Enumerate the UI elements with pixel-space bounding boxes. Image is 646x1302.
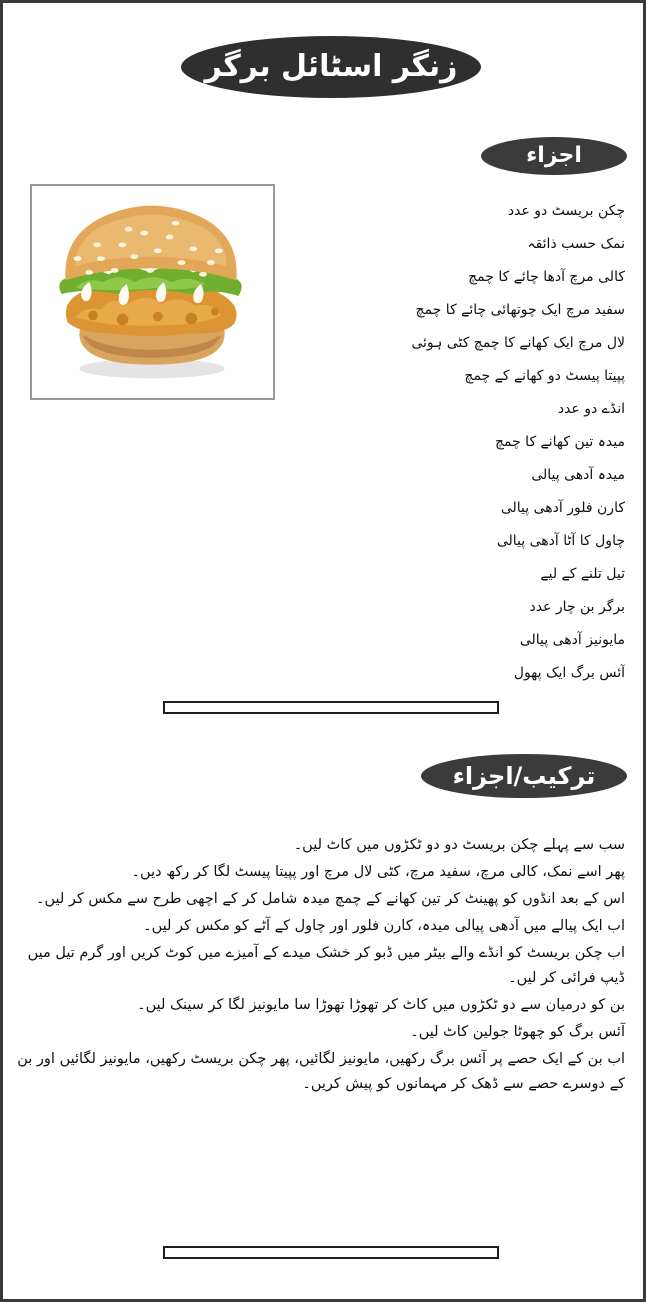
list-item: اب ایک پیالے میں آدھی پیالی میدہ، کارن فلور اور چاول کے آٹے کو مکس کر لیں۔ <box>143 918 625 934</box>
divider-bar <box>163 701 499 714</box>
list-item: پپیتا پیسٹ دو کھانے کے چمچ <box>464 368 625 384</box>
divider-bar <box>163 1246 499 1259</box>
method-heading: ترکیب/اجزاء <box>421 754 627 798</box>
list-item: نمک حسب ذائقہ <box>527 236 625 252</box>
page-title: زنگر اسٹائل برگر <box>181 36 481 98</box>
list-item: برگر بن چار عدد <box>529 599 625 615</box>
list-item: میدہ تین کھانے کا چمچ <box>494 434 625 450</box>
list-item: اب بن کے ایک حصے پر آئس برگ رکھیں، مایونیز لگائیں، پھر چکن بریسٹ رکھیں، مایونیز لگائیں اور بن کے دوسرے حصے سے ڈھک کر مہمانوں کو پیش کریں۔ <box>17 1051 625 1092</box>
list-item: چاول کا آٹا آدھی پیالی <box>496 533 625 549</box>
list-item: انڈے دو عدد <box>557 401 625 417</box>
list-item: چکن بریسٹ دو عدد <box>507 203 625 219</box>
list-item: سفید مرچ ایک چوتھائی چائے کا چمچ <box>415 302 625 318</box>
list-item: کالی مرچ آدھا چائے کا چمچ <box>468 269 625 285</box>
list-item: اس کے بعد انڈوں کو پھینٹ کر تین کھانے کے چمچ میدہ شامل کر کے اچھی طرح سے مکس کر لیں۔ <box>35 891 625 907</box>
list-item: مایونیز آدھی پیالی <box>519 632 625 648</box>
list-item: سب سے پہلے چکن بریسٹ دو دو ٹکڑوں میں کاٹ لیں۔ <box>293 837 625 853</box>
ingredients-heading: اجزاء <box>481 137 627 175</box>
list-item: میدہ آدھی پیالی <box>531 467 625 483</box>
list-item: اب چکن بریسٹ کو انڈے والے بیٹر میں ڈبو کر خشک میدے کے آمیزے میں کوٹ کریں اور گرم تیل میں ڈیپ فرائی کر لیں۔ <box>27 945 625 986</box>
list-item: لال مرچ ایک کھانے کا چمچ کٹی ہوئی <box>411 335 625 351</box>
ingredients-list <box>205 195 625 690</box>
section-divider-top <box>163 701 499 727</box>
method-steps <box>13 833 625 1099</box>
list-item: بن کو درمیان سے دو ٹکڑوں میں کاٹ کر تھوڑا تھوڑا سا مایونیز لگا کر سینک لیں۔ <box>137 997 625 1013</box>
list-item: تیل تلنے کے لیے <box>540 566 625 582</box>
section-divider-bottom <box>163 1246 499 1272</box>
list-item: کارن فلور آدھی پیالی <box>500 500 625 516</box>
list-item: آئس برگ ایک پھول <box>513 665 625 681</box>
list-item: پھر اسے نمک، کالی مرچ، سفید مرچ، کٹی لال مرچ اور پپیتا پیسٹ لگا کر رکھ دیں۔ <box>131 864 625 880</box>
list-item: آئس برگ کو چھوٹا جولین کاٹ لیں۔ <box>410 1024 625 1040</box>
